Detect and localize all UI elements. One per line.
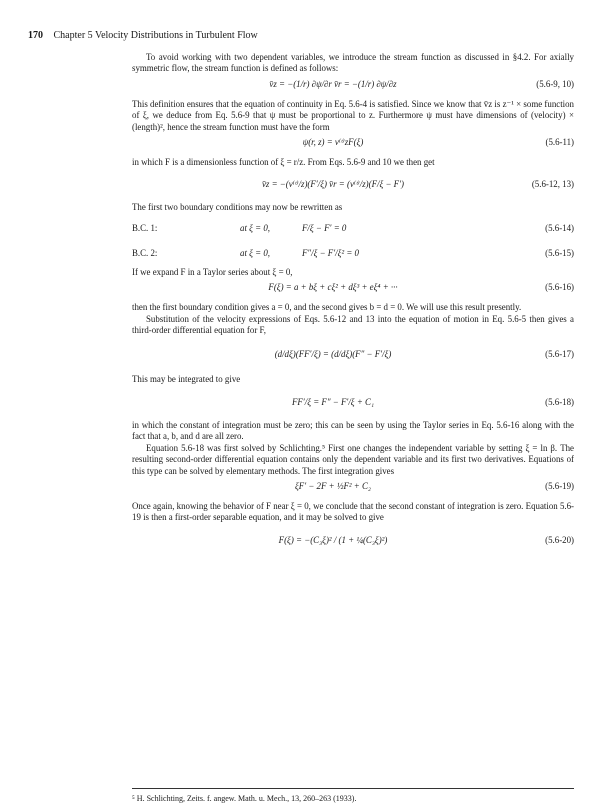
running-header	[28, 30, 258, 41]
equation-number: (5.6-17)	[545, 349, 574, 360]
paragraph: If we expand F in a Taylor series about ξ = 0,	[132, 266, 293, 277]
equation-number: (5.6-15)	[545, 247, 574, 258]
equation-number: (5.6-18)	[545, 396, 574, 407]
bc-condition: at ξ = 0,	[240, 222, 271, 233]
footnote: ⁵ H. Schlichting, Zeits. f. angew. Math. u. Mech., 13, 260–263 (1933).	[132, 794, 357, 803]
paragraph: in which F is a dimensionless function of ξ = r/z. From Eqs. 5.6-9 and 10 we then get	[132, 157, 435, 168]
paragraph: This definition ensures that the equation of continuity in Eq. 5.6-4 is satisfied. Since we know that v̄z is z⁻¹ × some function of ξ, we deduce from Eq. 5.6-9 that ψ must be proportional to z. Furthermore ψ must have dimensions of (velocity) × (length)², hence the stream function must have the form	[132, 98, 574, 132]
equation	[132, 481, 574, 497]
equation-math: F(ξ) = −(C₃ξ)² / (1 + ¼(C₃ξ)²)	[278, 534, 388, 545]
boundary-condition	[132, 217, 574, 239]
page-number: 170	[28, 30, 43, 41]
footnote-rule	[132, 788, 574, 789]
equation	[132, 282, 574, 298]
equation-math: (d/dξ)(FF′/ξ) = (d/dξ)(F″ − F′/ξ)	[274, 349, 392, 360]
equation	[132, 340, 574, 370]
paragraph: To avoid working with two dependent variables, we introduce the stream function as discussed in §4.2. For axially symmetric flow, the stream function is defined as follows:	[132, 52, 574, 74]
equation	[132, 528, 574, 554]
bc-expression: F/ξ − F′ = 0	[302, 222, 347, 233]
body-text	[132, 52, 574, 558]
equation-number: (5.6-9, 10)	[536, 78, 574, 89]
equation	[132, 172, 574, 198]
paragraph: This may be integrated to give	[132, 374, 241, 385]
paragraph: in which the constant of integration must be zero; this can be seen by using the Taylor series in Eq. 5.6-16 along with the fact that a, b, and d are all zero.	[132, 419, 574, 442]
running-title: Chapter 5 Velocity Distributions in Turbulent Flow	[53, 30, 258, 41]
equation-math: ξF′ − 2F + ½F² + C₂	[294, 480, 372, 491]
equation-number: (5.6-16)	[545, 282, 574, 293]
equation-math: v̄z = −(ν⁽ᵗ⁾/z)(F′/ξ) v̄r = (ν⁽ᵗ⁾/z)(F/ξ − F′)	[261, 179, 404, 190]
bc-label: B.C. 1:	[132, 222, 158, 233]
equation-number: (5.6-11)	[545, 137, 574, 148]
equation-math: ψ(r, z) = ν⁽ᵗ⁾zF(ξ)	[302, 137, 364, 148]
bc-condition: at ξ = 0,	[240, 247, 271, 258]
equation-math: v̄z = −(1/r) ∂ψ/∂r v̄r = −(1/r) ∂ψ/∂z	[269, 78, 397, 89]
paragraph: then the first boundary condition gives a = 0, and the second gives b = d = 0. We will use this result presently.	[132, 302, 522, 313]
equation	[132, 137, 574, 153]
equation-number: (5.6-19)	[545, 480, 574, 491]
equation-number: (5.6-12, 13)	[531, 179, 574, 190]
bc-label: B.C. 2:	[132, 247, 158, 258]
equation-number: (5.6-20)	[545, 534, 574, 545]
paragraph: The first two boundary conditions may now be rewritten as	[132, 202, 343, 213]
equation	[132, 79, 574, 95]
bc-expression: F″/ξ − F′/ξ² = 0	[302, 247, 359, 258]
paragraph: Equation 5.6-18 was first solved by Schlichting.⁵ First one changes the independent variable by setting ξ = ln β. The resulting second-order differential equation contains only the dependent variable and its first two derivatives. Equations of this type can be solved by elementary methods. The first integration gives	[132, 442, 574, 476]
equation-math: FF′/ξ = F″ − F′/ξ + C₁	[291, 396, 375, 407]
equation	[132, 390, 574, 416]
equation-math: F(ξ) = a + bξ + cξ² + dξ³ + eξ⁴ + ···	[268, 282, 398, 293]
equation-number: (5.6-14)	[545, 222, 574, 233]
paragraph: Substitution of the velocity expressions of Eqs. 5.6-12 and 13 into the equation of motion in Eq. 5.6-5 then gives a third-order differential equation for F,	[132, 313, 574, 336]
paragraph: Once again, knowing the behavior of F near ξ = 0, we conclude that the second constant of integration is zero. Equation 5.6-19 is then a first-order separable equation, and it may be solved to give	[132, 500, 574, 523]
boundary-condition	[132, 242, 574, 264]
